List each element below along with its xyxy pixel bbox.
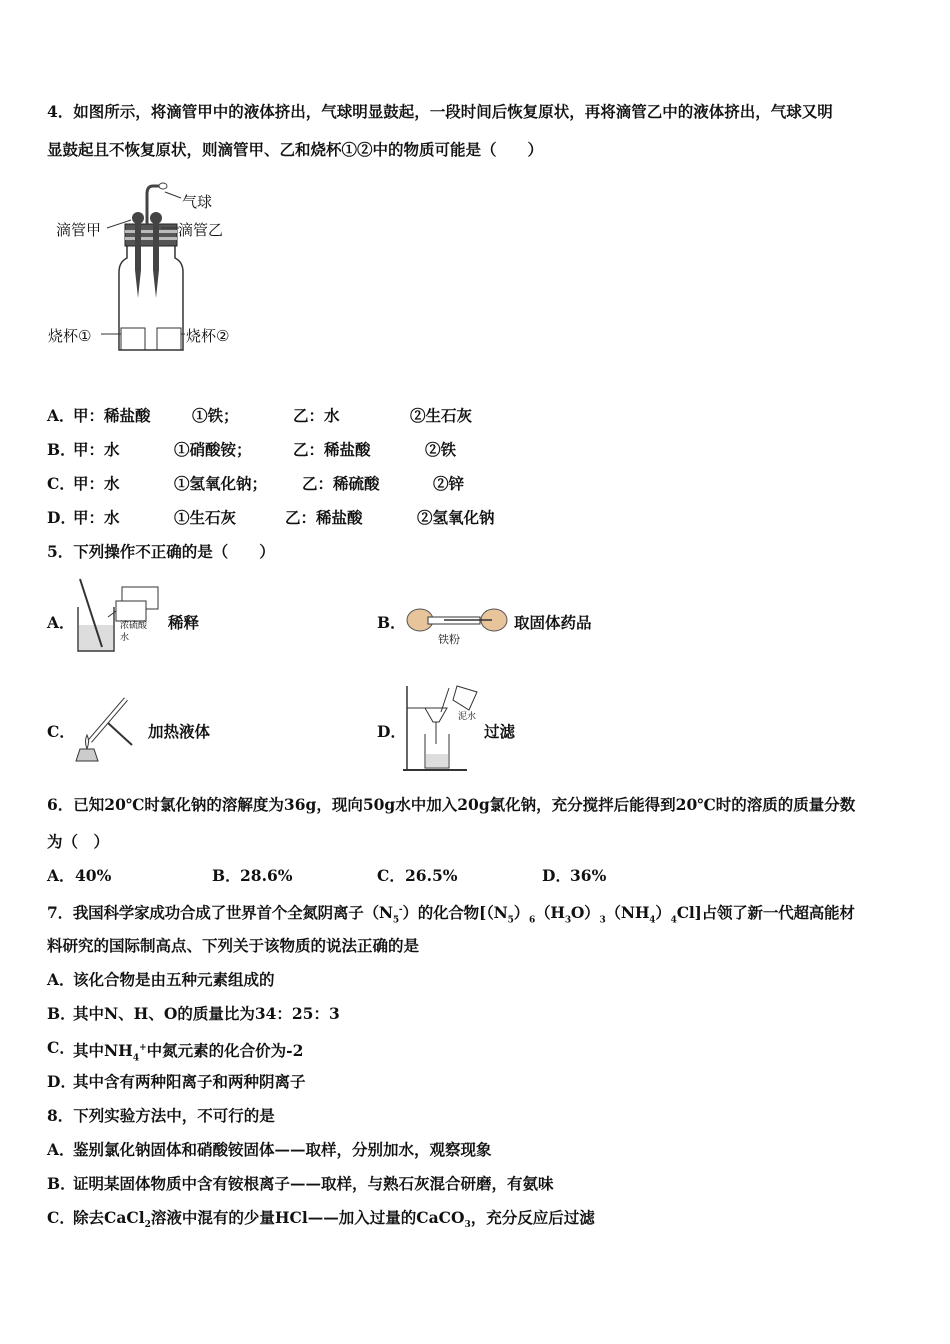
q4-option-c-part1: 甲：水	[73, 474, 120, 493]
q7-sub-6: 6	[529, 915, 536, 926]
q7-option-b-letter: B．	[47, 1004, 76, 1023]
q8-option-c-sub2: 3	[464, 1220, 471, 1231]
q7-stem-text-h: O）	[570, 903, 600, 923]
q7-sub-3b: 3	[599, 915, 606, 926]
q8-option-a-text: 鉴别氯化钠固体和硝酸铵固体——取样，分别加水，观察现象	[73, 1140, 492, 1159]
q4-stem-line2: 显鼓起且不恢复原状，则滴管甲、乙和烧杯①②中的物质可能是（ ）	[47, 140, 544, 159]
q4-option-a-part3: 乙：水	[293, 406, 340, 425]
q6-option-c-text: 26.5%	[405, 866, 458, 885]
q5-option-b-text: 取固体药品	[514, 613, 592, 632]
dilution-figure	[72, 577, 168, 657]
q7-option-a-text: 该化合物是由五种元素组成的	[73, 970, 275, 989]
q6-option-a-letter: A．	[47, 866, 75, 885]
q7-option-c-text	[73, 1038, 303, 1068]
filtration-figure	[403, 682, 483, 774]
q6-option-d-letter: D．	[542, 866, 571, 885]
q6-stem-line1: 6．已知20℃时氯化钠的溶解度为36g，现向50g水中加入20g氯化钠，充分搅拌后能得到20℃时的溶质的质量分数	[47, 795, 856, 814]
q4-option-d-part3: 乙：稀盐酸	[285, 508, 363, 527]
figure-label-dropper-a: 滴管甲	[56, 221, 102, 239]
q8-option-c-text-a: 除去CaCl	[73, 1208, 145, 1227]
q4-option-d-part2: ①生石灰	[174, 508, 237, 527]
q8-option-c-text	[73, 1208, 595, 1235]
q6-option-b-text: 28.6%	[240, 866, 293, 885]
q8-option-c-letter: C．	[47, 1208, 75, 1227]
q6-stem-line2: 为（ ）	[47, 832, 110, 851]
q5-option-d-letter: D．	[377, 722, 406, 741]
q4-option-a-letter: A．	[47, 406, 75, 425]
q7-option-c-sub: 4	[132, 1053, 140, 1064]
q7-option-d-text: 其中含有两种阳离子和两种阴离子	[73, 1072, 306, 1091]
q7-option-d-letter: D．	[47, 1072, 76, 1091]
q7-stem-line1	[47, 900, 855, 930]
q8-option-c-text-c: ，充分反应后过滤	[470, 1208, 595, 1227]
q5-option-d-text: 过滤	[484, 722, 516, 741]
q4-option-b-part2: ①硝酸铵；	[174, 440, 252, 459]
q6-option-b-letter: B．	[212, 866, 241, 885]
label-water: 水	[120, 633, 130, 643]
q7-option-c-text-a: 其中NH	[73, 1041, 133, 1061]
label-iron-powder: 铁粉	[438, 633, 460, 646]
figure-label-dropper-b: 滴管乙	[178, 221, 224, 239]
q7-stem-text-d: ）	[513, 903, 529, 923]
q7-sub-5a: 5	[392, 915, 399, 926]
q8-option-c-text-b: 溶液中混有的少量HCl——加入过量的CaCO	[150, 1208, 465, 1227]
q7-sub-4b: 4	[670, 915, 677, 926]
q5-option-c-letter: C．	[47, 722, 75, 741]
q7-option-c-text-b: 中氮元素的化合价为-2	[146, 1041, 304, 1061]
q8-option-a-letter: A．	[47, 1140, 75, 1159]
heating-liquid-figure	[72, 695, 148, 765]
q7-stem-text-b: ）的化合物[（N	[402, 903, 508, 923]
q7-stem-text-l: ）	[655, 903, 671, 923]
q7-option-a-letter: A．	[47, 970, 75, 989]
q7-stem-text-f: （H	[535, 903, 565, 923]
q8-option-b-text: 证明某固体物质中含有铵根离子——取样，与熟石灰混合研磨，有氨味	[73, 1174, 554, 1193]
q4-option-b-letter: B．	[47, 440, 76, 459]
q4-option-c-part3: 乙：稀硫酸	[302, 474, 380, 493]
q7-stem-line2: 料研究的国际制高点、下列关于该物质的说法正确的是	[47, 936, 420, 955]
q4-option-b-part1: 甲：水	[73, 440, 120, 459]
q7-stem-text-a: 7．我国科学家成功合成了世界首个全氮阴离子（N	[47, 903, 393, 923]
q5-option-c-text: 加热液体	[148, 722, 211, 741]
q7-stem-text-j: （NH	[605, 903, 650, 923]
figure-label-balloon: 气球	[182, 193, 213, 211]
q4-option-a-part2: ①铁；	[192, 406, 239, 425]
q4-option-c-part2: ①氢氧化钠；	[174, 474, 268, 493]
q7-sup-minus: -	[398, 905, 403, 915]
q6-option-a-text: 40%	[75, 866, 112, 885]
q6-option-d-text: 36%	[570, 866, 607, 885]
q4-option-d-part1: 甲：水	[73, 508, 120, 527]
q4-option-b-part4: ②铁	[425, 440, 457, 459]
q8-option-b-letter: B．	[47, 1174, 76, 1193]
q5-option-a-letter: A．	[47, 613, 75, 632]
q6-option-c-letter: C．	[377, 866, 405, 885]
q4-option-d-part4: ②氢氧化钠	[417, 508, 495, 527]
label-muddy-water: 泥水	[458, 712, 477, 722]
q4-stem-line1: 4．如图所示，将滴管甲中的液体挤出，气球明显鼓起，一段时间后恢复原状，再将滴管乙中的液体挤出，气球又明	[47, 102, 833, 121]
q4-option-d-letter: D．	[47, 508, 76, 527]
q4-option-c-letter: C．	[47, 474, 75, 493]
q7-sub-4a: 4	[649, 915, 656, 926]
figure-label-beaker2: 烧杯②	[186, 327, 230, 345]
q8-stem: 8．下列实验方法中，不可行的是	[47, 1106, 275, 1125]
q5-option-b-letter: B．	[377, 613, 406, 632]
q7-option-b-text: 其中N、H、O的质量比为34：25：3	[73, 1004, 340, 1023]
q4-option-a-part4: ②生石灰	[410, 406, 473, 425]
q4-option-c-part4: ②锌	[433, 474, 465, 493]
q4-option-a-part1: 甲：稀盐酸	[73, 406, 151, 425]
q7-option-c-sup: +	[139, 1043, 147, 1053]
q7-option-c-letter: C．	[47, 1038, 75, 1057]
q8-option-c-sub: 2	[144, 1220, 151, 1231]
figure-label-beaker1: 烧杯①	[48, 327, 92, 345]
label-conc-acid: 浓硫酸	[120, 621, 148, 631]
q5-stem: 5．下列操作不正确的是（ ）	[47, 542, 275, 561]
q7-stem-text-n: Cl]占领了新一代超高能材	[676, 903, 855, 923]
q5-option-a-text: 稀释	[168, 613, 200, 632]
q7-sub-5b: 5	[507, 915, 514, 926]
q7-sub-3a: 3	[564, 915, 571, 926]
q4-option-b-part3: 乙：稀盐酸	[293, 440, 371, 459]
